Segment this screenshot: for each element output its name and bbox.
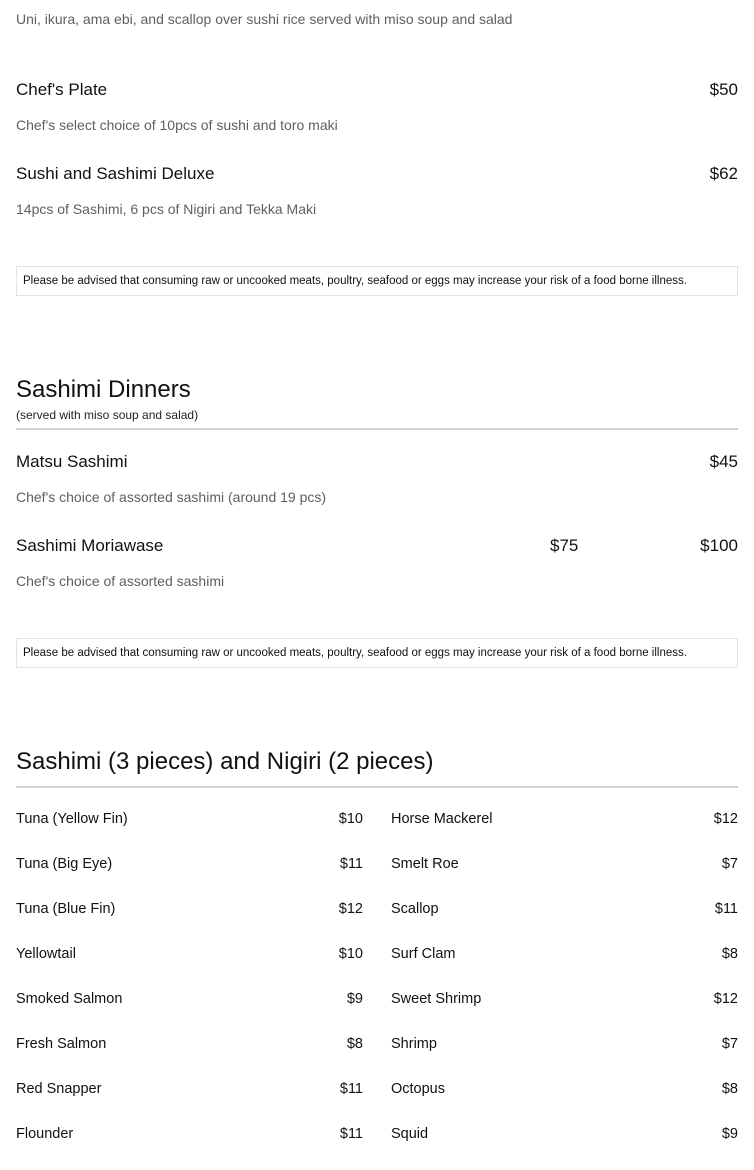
list-item [391,1035,738,1080]
item-price: $7 [721,1036,738,1052]
item-price: $7 [721,856,738,872]
item-price: $9 [346,991,363,1007]
list-item [16,855,363,900]
item-name: Squid [391,1126,429,1142]
item-price-regular: $75 [550,536,579,555]
item-price: $45 [709,452,738,471]
list-item [391,990,738,1035]
section-divider [16,786,738,788]
list-item [16,810,363,855]
item-description: Chef's choice of assorted sashimi (around 19 pcs) [16,489,327,505]
list-item [16,945,363,990]
list-item [391,945,738,990]
menu-item-sushi-sashimi-deluxe [16,164,738,184]
item-price: $11 [714,901,738,917]
item-name: Tuna (Yellow Fin) [16,811,128,827]
left-column [16,810,363,1170]
section-subtitle: (served with miso soup and salad) [16,408,199,422]
food-safety-notice: Please be advised that consuming raw or uncooked meats, poultry, seafood or eggs may increase your risk of a food borne illness. [16,266,738,296]
item-name: Sashimi Moriawase [16,536,164,555]
section-title: Sashimi Dinners [16,376,191,403]
item-price-large: $100 [700,536,738,555]
item-name: Chef's Plate [16,80,108,99]
menu-item-sashimi-moriawase [16,536,738,556]
section-title: Sashimi (3 pieces) and Nigiri (2 pieces) [16,748,434,775]
list-item [16,990,363,1035]
list-item [16,900,363,945]
item-price: $11 [339,856,363,872]
item-name: Scallop [391,901,439,917]
list-item [391,900,738,945]
list-item [391,1080,738,1125]
item-price: $11 [339,1081,363,1097]
item-name: Shrimp [391,1036,437,1052]
item-price: $8 [721,1081,738,1097]
item-name: Surf Clam [391,946,456,962]
list-item [16,1125,363,1170]
menu-item-chefs-plate [16,80,738,100]
item-price: $12 [713,811,738,827]
menu-item-matsu-sashimi [16,452,738,472]
item-price: $10 [338,946,363,962]
list-item [16,1035,363,1080]
item-description: Uni, ikura, ama ebi, and scallop over sushi rice served with miso soup and salad [16,11,513,27]
list-item [391,1125,738,1170]
item-price: $8 [721,946,738,962]
item-price: $8 [346,1036,363,1052]
item-description: Chef's select choice of 10pcs of sushi and toro maki [16,117,338,133]
item-price: $9 [721,1126,738,1142]
item-description: Chef's choice of assorted sashimi [16,573,225,589]
item-name: Sushi and Sashimi Deluxe [16,164,215,183]
item-description: 14pcs of Sashimi, 6 pcs of Nigiri and Tekka Maki [16,201,317,217]
section-divider [16,428,738,430]
item-name: Horse Mackerel [391,811,493,827]
item-price: $12 [713,991,738,1007]
list-item [391,855,738,900]
item-name: Octopus [391,1081,445,1097]
food-safety-notice: Please be advised that consuming raw or uncooked meats, poultry, seafood or eggs may increase your risk of a food borne illness. [16,638,738,668]
item-name: Tuna (Blue Fin) [16,901,116,917]
item-name: Smelt Roe [391,856,459,872]
list-item [16,1080,363,1125]
item-name: Flounder [16,1126,74,1142]
item-name: Sweet Shrimp [391,991,482,1007]
item-price: $62 [709,164,738,183]
item-price: $10 [338,811,363,827]
item-name: Smoked Salmon [16,991,123,1007]
sashimi-nigiri-list [16,810,738,1170]
list-item [391,810,738,855]
item-name: Tuna (Big Eye) [16,856,113,872]
item-price: $50 [709,80,738,99]
item-price: $12 [338,901,363,917]
item-name: Yellowtail [16,946,76,962]
item-name: Red Snapper [16,1081,102,1097]
item-name: Fresh Salmon [16,1036,107,1052]
item-price: $11 [339,1126,363,1142]
right-column [391,810,738,1170]
item-name: Matsu Sashimi [16,452,128,471]
